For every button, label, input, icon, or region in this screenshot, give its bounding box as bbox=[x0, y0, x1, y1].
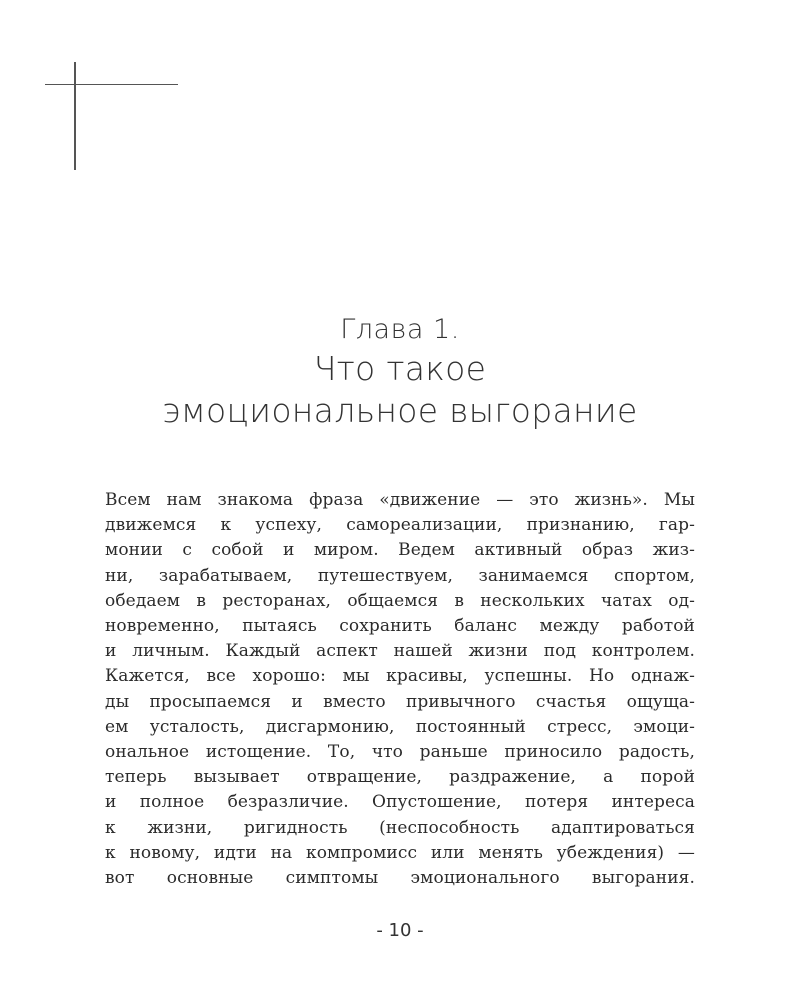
body-line: движемся к успеху, самореализации, признанию, гар- bbox=[105, 515, 695, 536]
body-line: обедаем в ресторанах, общаемся в нескольких чатах од- bbox=[105, 590, 695, 611]
body-line: новременно, пытаясь сохранить баланс между работой bbox=[105, 616, 695, 637]
body-line: ональное истощение. То, что раньше приносило радость, bbox=[105, 742, 695, 763]
body-line: Всем нам знакома фраза «движение — это жизнь». Мы bbox=[105, 490, 695, 510]
crop-mark-horizontal bbox=[45, 84, 178, 85]
body-line: и личным. Каждый аспект нашей жизни под контролем. bbox=[105, 641, 695, 662]
body-line: теперь вызывает отвращение, раздражение, а порой bbox=[105, 767, 695, 788]
body-line: ем усталость, дисгармонию, постоянный стресс, эмоци- bbox=[105, 716, 695, 737]
chapter-header bbox=[0, 312, 800, 432]
page-number: - 10 - bbox=[376, 920, 424, 941]
chapter-title-line-1: Что такое bbox=[313, 349, 487, 388]
body-line: к жизни, ригидность (неспособность адаптироваться bbox=[105, 817, 695, 838]
body-line: монии с собой и миром. Ведем активный образ жиз- bbox=[105, 540, 695, 561]
body-paragraph bbox=[105, 488, 695, 891]
chapter-title-line-2: эмоциональное выгорание bbox=[162, 391, 638, 430]
body-line: ни, зарабатываем, путешествуем, занимаемся спортом, bbox=[105, 565, 695, 586]
body-line: к новому, идти на компромисс или менять убеждения) — bbox=[105, 842, 695, 863]
body-line: вот основные симптомы эмоционального выгорания. bbox=[105, 868, 695, 889]
chapter-number: Глава 1. bbox=[340, 314, 460, 345]
body-line: Кажется, все хорошо: мы красивы, успешны. Но однаж- bbox=[105, 666, 695, 687]
body-line: ды просыпаемся и вместо привычного счастья ощуща- bbox=[105, 691, 695, 712]
crop-mark-vertical bbox=[74, 62, 76, 170]
body-line: и полное безразличие. Опустошение, потеря интереса bbox=[105, 792, 695, 813]
